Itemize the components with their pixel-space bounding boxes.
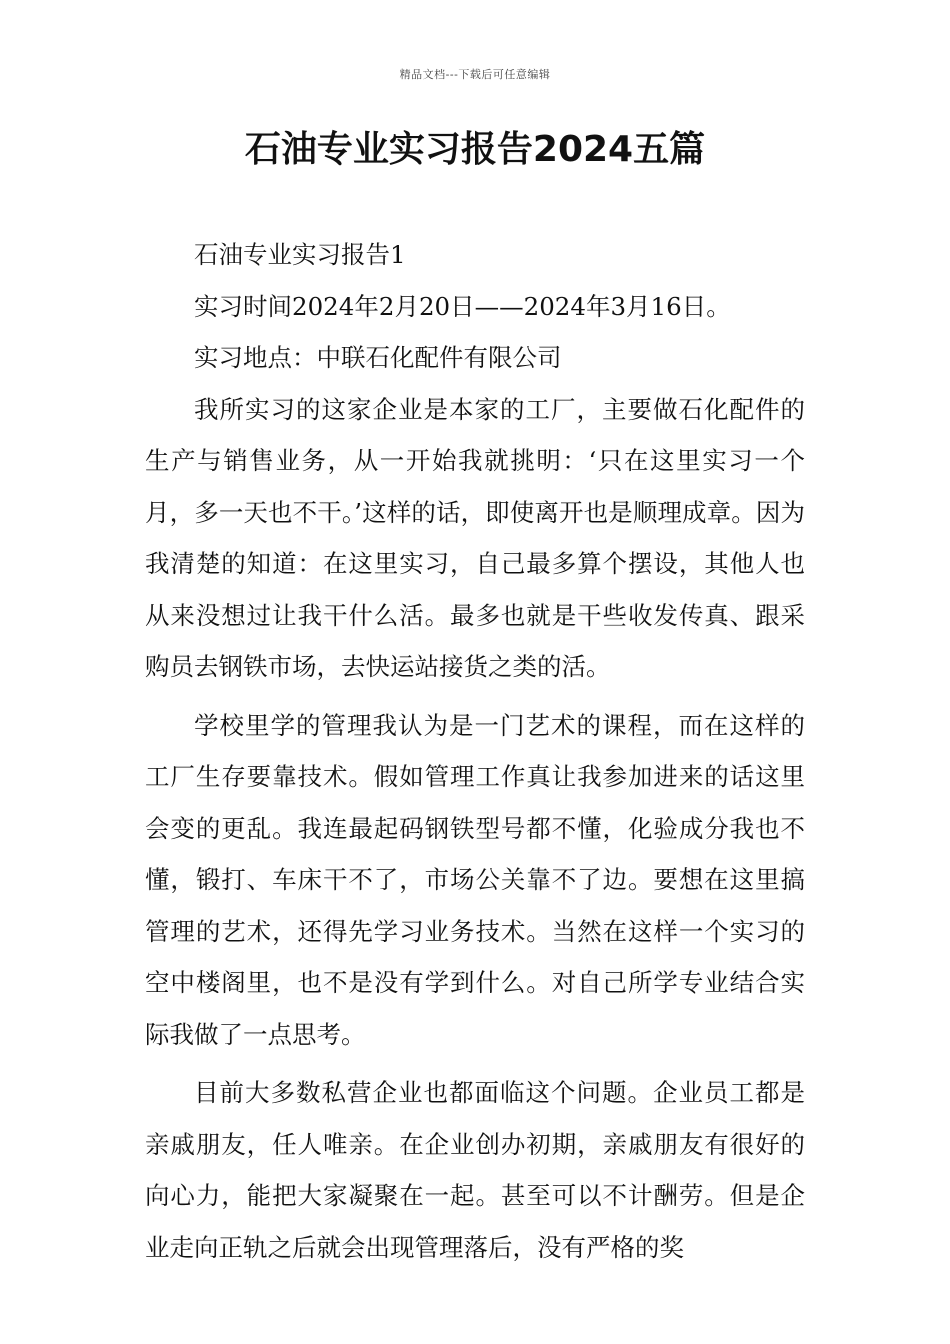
document-title: 石油专业实习报告2024五篇 — [244, 129, 706, 170]
section-heading: 石油专业实习报告1 — [194, 240, 406, 269]
internship-period: 实习时间2024年2月20日——2024年3月16日。 — [194, 291, 731, 321]
paragraph-2: 学校里学的管理我认为是一门艺术的课程，而在这样的工厂生存要靠技术。假如管理工作真让我参加进来的话这里会变的更乱。我连最起码钢铁型号都不懂，化验成分我也不懂，锻打、车床干不了，市场公关靠不了边。要想在这里搞管理的艺术，还得先学习业务技术。当然在这样一个实习的空中楼阁里，也不是没有学到什么。对自己所学专业结合实际我做了一点思考。 — [145, 710, 805, 1049]
document-body — [145, 229, 805, 1273]
paragraph-3: 目前大多数私营企业也都面临这个问题。企业员工都是亲戚朋友，任人唯亲。在企业创办初期，亲戚朋友有很好的向心力，能把大家凝聚在一起。甚至可以不计酬劳。但是企业走向正轨之后就会出现管理落后，没有严格的奖 — [145, 1078, 805, 1262]
internship-location: 实习地点：中联石化配件有限公司 — [194, 343, 562, 372]
paragraph-1: 我所实习的这家企业是本家的工厂，主要做石化配件的生产与销售业务，从一开始我就挑明：‘只在这里实习一个月，多一天也不干。’这样的话，即使离开也是顺理成章。因为我清楚的知道：在这里实习，自己最多算个摆设，其他人也从来没想过让我干什么活。最多也就是干些收发传真、跟采购员去钢铁市场，去快运站接货之类的活。 — [145, 394, 805, 681]
header-note: 精品文档---下载后可任意编辑 — [399, 68, 551, 81]
